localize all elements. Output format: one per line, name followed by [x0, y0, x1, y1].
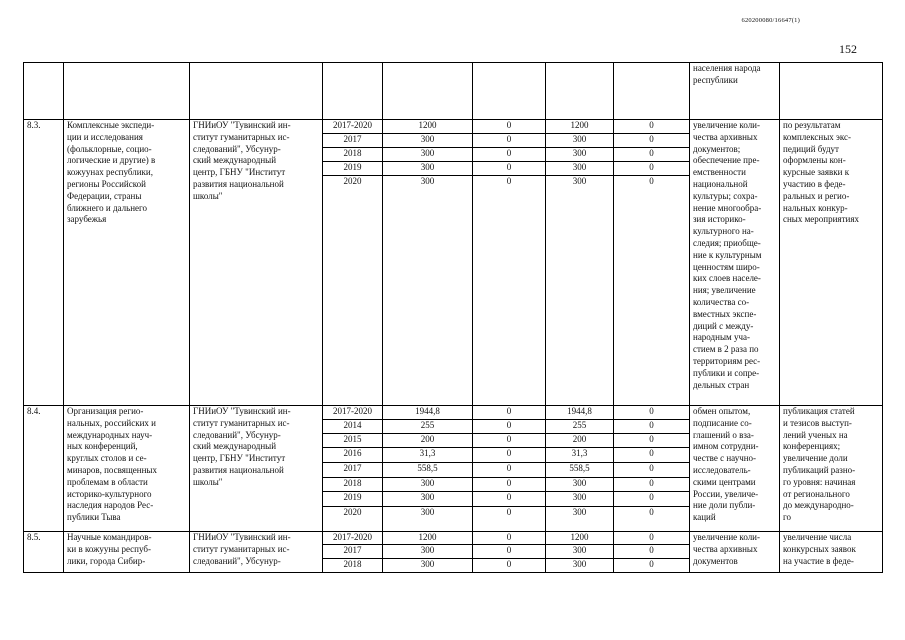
year-cell: 2018	[323, 148, 383, 162]
item-number: 8.5.	[24, 532, 64, 573]
fund-cell: 0	[473, 148, 546, 162]
fund-cell: 0	[473, 463, 546, 478]
fund-cell: 0	[614, 545, 690, 559]
fund-cell: 0	[614, 134, 690, 148]
total-cell: 255	[383, 420, 473, 434]
item-result: по результатам комплексных экс- педиций будут оформлены кон- курсные заявки к участию в феде- ральных и регио- нальных конкур- сных мероприятиях	[780, 120, 883, 406]
fund-cell: 200	[546, 434, 614, 448]
table-row	[24, 532, 883, 545]
fund-cell: 0	[473, 162, 546, 176]
fund-cell: 0	[614, 448, 690, 463]
year-cell: 2018	[323, 478, 383, 492]
fund-cell: 0	[614, 406, 690, 420]
item-result: увеличение числа конкурсных заявок на участие в феде-	[780, 532, 883, 573]
fund-cell: 0	[614, 507, 690, 532]
fund-cell: 0	[473, 448, 546, 463]
fund-cell: 0	[614, 463, 690, 478]
fund-cell: 0	[473, 120, 546, 134]
document-code: 620200080/16647(1)	[741, 17, 800, 24]
year-cell: 2018	[323, 559, 383, 573]
item-executor: ГНИиОУ "Тувинский ин- ститут гуманитарных ис- следований", Убсунур- ский международный центр, ГБНУ "Институт развития национальной школы"	[190, 120, 323, 406]
fund-cell: 0	[614, 478, 690, 492]
total-cell: 300	[383, 134, 473, 148]
fund-cell: 1200	[546, 120, 614, 134]
year-cell: 2014	[323, 420, 383, 434]
year-cell: 2020	[323, 176, 383, 406]
total-cell: 1944,8	[383, 406, 473, 420]
total-cell: 300	[383, 545, 473, 559]
total-cell: 200	[383, 434, 473, 448]
fund-cell: 0	[614, 120, 690, 134]
fund-cell: 0	[473, 545, 546, 559]
fund-cell: 300	[546, 492, 614, 507]
fund-cell: 31,3	[546, 448, 614, 463]
item-number: 8.4.	[24, 406, 64, 532]
table-row	[24, 406, 883, 420]
total-cell: 31,3	[383, 448, 473, 463]
fund-cell: 0	[614, 162, 690, 176]
fund-cell: 300	[546, 507, 614, 532]
item-number: 8.3.	[24, 120, 64, 406]
item-result: публикация статей и тезисов выступ- лений ученых на конференциях; увеличение доли публикаций разно- го уровня: начиная от регионального до международно- го	[780, 406, 883, 532]
total-cell: 300	[383, 162, 473, 176]
fund-cell: 0	[614, 532, 690, 545]
fund-cell: 558,5	[546, 463, 614, 478]
fund-cell: 0	[473, 492, 546, 507]
page-number: 152	[839, 42, 857, 56]
fund-cell: 1944,8	[546, 406, 614, 420]
total-cell: 300	[383, 507, 473, 532]
fund-cell: 0	[473, 420, 546, 434]
fund-cell: 0	[473, 434, 546, 448]
total-cell: 300	[383, 492, 473, 507]
program-table	[23, 62, 883, 573]
fund-cell: 0	[614, 148, 690, 162]
year-cell: 2017	[323, 545, 383, 559]
fund-cell: 0	[614, 420, 690, 434]
fund-cell: 300	[546, 545, 614, 559]
fund-cell: 255	[546, 420, 614, 434]
fund-cell: 0	[473, 532, 546, 545]
item-effect: увеличение коли- чества архивных документов; обеспечение пре- емственности национальной культуры; сохра- нение многообра- зия историко- культурного на- следия; приобще- ние к культурным ценностям широ- ких слоев населе- ния; увеличение количества со- вместных экспе- диций с между- народным уча- стием в 2 раза по территориям рес- публики и сопре- дельных стран	[690, 120, 780, 406]
fund-cell: 300	[546, 176, 614, 406]
total-cell: 1200	[383, 120, 473, 134]
year-cell: 2017-2020	[323, 406, 383, 420]
fund-cell: 0	[473, 176, 546, 406]
item-effect: увеличение коли- чества архивных документов	[690, 532, 780, 573]
item-name: Научные командиров- ки в кожууны респуб- лики, города Сибир-	[64, 532, 190, 573]
fund-cell: 0	[614, 434, 690, 448]
year-cell: 2017-2020	[323, 532, 383, 545]
table-row	[24, 120, 883, 134]
fund-cell: 0	[614, 176, 690, 406]
item-name: Комплексные экспеди- ции и исследования (фольклорные, социо- логические и другие) в кожуунах республики, регионы Российской Федерации, страны ближнего и дальнего зарубежья	[64, 120, 190, 406]
fund-cell: 300	[546, 134, 614, 148]
fund-cell: 0	[473, 507, 546, 532]
total-cell: 300	[383, 148, 473, 162]
fund-cell: 0	[473, 406, 546, 420]
year-cell: 2019	[323, 162, 383, 176]
item-effect: обмен опытом, подписание со- глашений о вза- имном сотрудни- честве с научно- исследователь- скими центрами России, увеличе- ние доли публи- каций	[690, 406, 780, 532]
total-cell: 1200	[383, 532, 473, 545]
total-cell: 300	[383, 478, 473, 492]
item-name: Организация регио- нальных, российских и международных науч- ных конференций, круглых столов и се- минаров, посвященных проблемам в области историко-культурного наследия народов Рес- публики Тыва	[64, 406, 190, 532]
year-cell: 2020	[323, 507, 383, 532]
fund-cell: 300	[546, 478, 614, 492]
fund-cell: 0	[473, 478, 546, 492]
item-executor: ГНИиОУ "Тувинский ин- ститут гуманитарных ис- следований", Убсунур-	[190, 532, 323, 573]
fund-cell: 0	[473, 134, 546, 148]
fund-cell: 0	[614, 492, 690, 507]
carryover-row	[24, 63, 883, 120]
fund-cell: 0	[614, 559, 690, 573]
year-cell: 2017	[323, 463, 383, 478]
fund-cell: 300	[546, 162, 614, 176]
fund-cell: 0	[473, 559, 546, 573]
fund-cell: 300	[546, 148, 614, 162]
total-cell: 300	[383, 559, 473, 573]
carryover-effect: населения народа республики	[690, 63, 780, 120]
year-cell: 2016	[323, 448, 383, 463]
year-cell: 2017	[323, 134, 383, 148]
year-cell: 2017-2020	[323, 120, 383, 134]
fund-cell: 1200	[546, 532, 614, 545]
total-cell: 558,5	[383, 463, 473, 478]
fund-cell: 300	[546, 559, 614, 573]
year-cell: 2019	[323, 492, 383, 507]
total-cell: 300	[383, 176, 473, 406]
item-executor: ГНИиОУ "Тувинский ин- ститут гуманитарных ис- следований", Убсунур- ский международный центр, ГБНУ "Институт развития национальной школы"	[190, 406, 323, 532]
year-cell: 2015	[323, 434, 383, 448]
